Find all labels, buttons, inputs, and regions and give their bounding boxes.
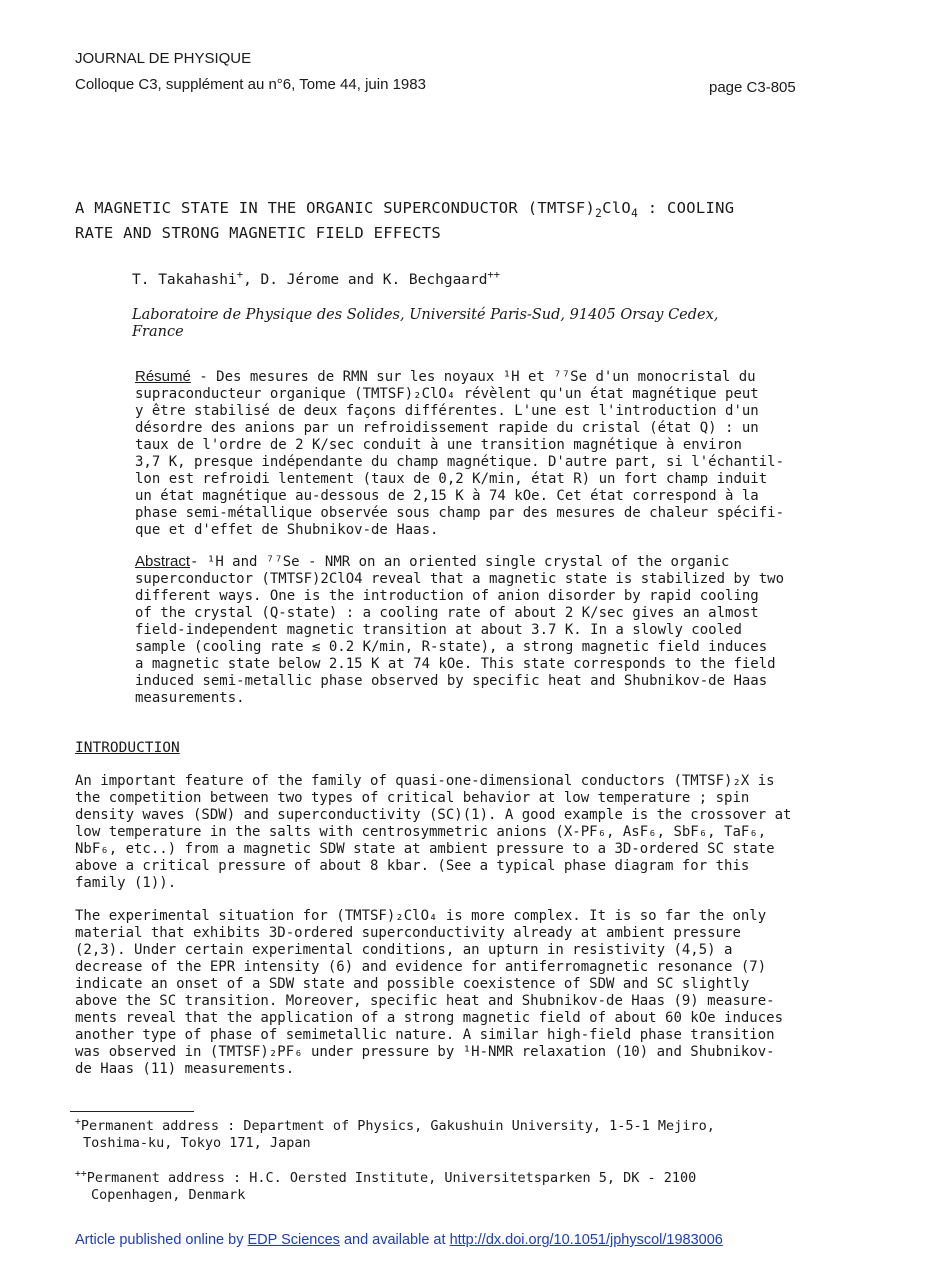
affiliation — [132, 307, 832, 341]
intro-line: family (1)). — [75, 875, 177, 891]
intro-line: above the SC transition. Moreover, specific heat and Shubnikov-de Haas (9) measure- — [75, 993, 775, 1009]
intro-paragraph-1 — [75, 773, 845, 892]
intro-paragraph-2 — [75, 908, 845, 1078]
resume-line: 3,7 K, presque indépendante du champ magnétique. D'autre part, si l'échantil- — [135, 454, 785, 470]
intro-line: density waves (SDW) and superconductivity (SC)(1). A good example is the crossover at — [75, 807, 792, 823]
abstract-line: measurements. — [135, 690, 245, 706]
footnote-2 — [75, 1170, 815, 1204]
intro-line: the competition between two types of critical behavior at low temperature ; spin — [75, 790, 750, 806]
abstract-line: sample (cooling rate ≲ 0.2 K/min, R-state), a strong magnetic field induces — [135, 639, 768, 655]
resume-label: Résumé — [135, 368, 191, 385]
title-line-1: A MAGNETIC STATE IN THE ORGANIC SUPERCONDUCTOR $(TMTSF)_2ClO_4$ : COOLING — [75, 199, 735, 221]
abstract-line: superconductor (TMTSF)2ClO4 reveal that a magnetic state is stabilized by two — [135, 571, 785, 587]
resume-line: un état magnétique au-dessous de 2,15 K à 74 kOe. Cet état correspond à la — [135, 488, 759, 504]
footnote-1 — [75, 1118, 815, 1152]
resume-line: supraconducteur organique (TMTSF)₂ClO₄ révèlent qu'un état magnétique peut — [135, 386, 759, 402]
footnote-divider — [70, 1111, 194, 1112]
title-line-2: RATE AND STRONG MAGNETIC FIELD EFFECTS — [75, 224, 442, 242]
footnote-1-line-1: +Permanent address : Department of Physics, Gakushuin University, 1-5-1 Mejiro, — [75, 1116, 715, 1134]
authors: T. Takahashi+, D. Jérome and K. Bechgaard++ — [132, 269, 501, 288]
intro-line: was observed in (TMTSF)₂PF₆ under pressure by ¹H-NMR relaxation (10) and Shubnikov- — [75, 1044, 775, 1060]
resume-line: lon est refroidi lentement (taux de 0,2 K/min, état R) un fort champ induit — [135, 471, 768, 487]
intro-line: decrease of the EPR intensity (6) and evidence for antiferromagnetic resonance (7) — [75, 959, 767, 975]
intro-line: material that exhibits 3D-ordered superconductivity already at ambient pressure — [75, 925, 741, 941]
publisher-link[interactable]: EDP Sciences — [247, 1232, 340, 1248]
affiliation-line-2: France — [132, 324, 184, 340]
footnote-2-line-1: ++Permanent address : H.C. Oersted Institute, Universitetsparken 5, DK - 2100 — [75, 1168, 697, 1186]
resume-block — [135, 368, 825, 539]
abstract-line: of the crystal (Q-state) : a cooling rate of about 2 K/sec gives an almost — [135, 605, 759, 621]
intro-line: The experimental situation for (TMTSF)₂ClO₄ is more complex. It is so far the only — [75, 908, 767, 924]
page-number: page C3-805 — [709, 79, 796, 96]
abstract-line: Abstract- ¹H and ⁷⁷Se - NMR on an oriented single crystal of the organic — [135, 553, 730, 570]
abstract-block — [135, 553, 825, 707]
paper-title — [75, 196, 875, 246]
affiliation-line-1: Laboratoire de Physique des Solides, Université Paris-Sud, 91405 Orsay Cedex, — [132, 307, 719, 323]
footnote-1-line-2: Toshima-ku, Tokyo 171, Japan — [83, 1135, 311, 1151]
footer-note — [75, 1232, 723, 1248]
resume-line: phase semi-métallique observée sous champ par des mesures de chaleur spécifi- — [135, 505, 785, 521]
intro-line: above a critical pressure of about 8 kbar. (See a typical phase diagram for this — [75, 858, 750, 874]
footnote-2-line-2: Copenhagen, Denmark — [91, 1187, 246, 1203]
intro-line: ments reveal that the application of a strong magnetic field of about 60 kOe induces — [75, 1010, 784, 1026]
resume-line: Résumé - Des mesures de RMN sur les noyaux ¹H et ⁷⁷Se d'un monocristal du — [135, 368, 756, 385]
abstract-label: Abstract — [135, 553, 191, 570]
intro-line: NbF₆, etc..) from a magnetic SDW state at ambient pressure to a 3D-ordered SC state — [75, 841, 775, 857]
footer-middle: and available at — [339, 1232, 450, 1248]
intro-line: de Haas (11) measurements. — [75, 1061, 295, 1077]
resume-line: désordre des anions par un refroidissement rapide du cristal (état Q) : un — [135, 420, 759, 436]
resume-line: y être stabilisé de deux façons différentes. L'une est l'introduction d'un — [135, 403, 759, 419]
abstract-line: a magnetic state below 2.15 K at 74 kOe. This state corresponds to the field — [135, 656, 776, 672]
section-heading-introduction: INTRODUCTION — [75, 740, 180, 756]
doi-link[interactable]: http://dx.doi.org/10.1051/jphyscol/1983006 — [449, 1232, 723, 1248]
footer-prefix: Article published online by — [75, 1232, 248, 1248]
abstract-line: induced semi-metallic phase observed by specific heat and Shubnikov-de Haas — [135, 673, 768, 689]
journal-name: JOURNAL DE PHYSIQUE — [75, 50, 252, 67]
abstract-line: different ways. One is the introduction of anion disorder by rapid cooling — [135, 588, 759, 604]
abstract-line: field-independent magnetic transition at about 3.7 K. In a slowly cooled — [135, 622, 742, 638]
intro-line: An important feature of the family of quasi-one-dimensional conductors (TMTSF)₂X is — [75, 773, 775, 789]
intro-line: low temperature in the salts with centrosymmetric anions (X-PF₆, AsF₆, SbF₆, TaF₆, — [75, 824, 767, 840]
intro-line: (2,3). Under certain experimental conditions, an upturn in resistivity (4,5) a — [75, 942, 733, 958]
resume-line: que et d'effet de Shubnikov-de Haas. — [135, 522, 439, 538]
intro-line: another type of phase of semimetallic nature. A similar high-field phase transition — [75, 1027, 775, 1043]
resume-line: taux de l'ordre de 2 K/sec conduit à une transition magnétique à environ — [135, 437, 742, 453]
intro-line: indicate an onset of a SDW state and possible coexistence of SDW and SC slightly — [75, 976, 750, 992]
colloque-line: Colloque C3, supplément au n°6, Tome 44, juin 1983 — [75, 76, 426, 93]
